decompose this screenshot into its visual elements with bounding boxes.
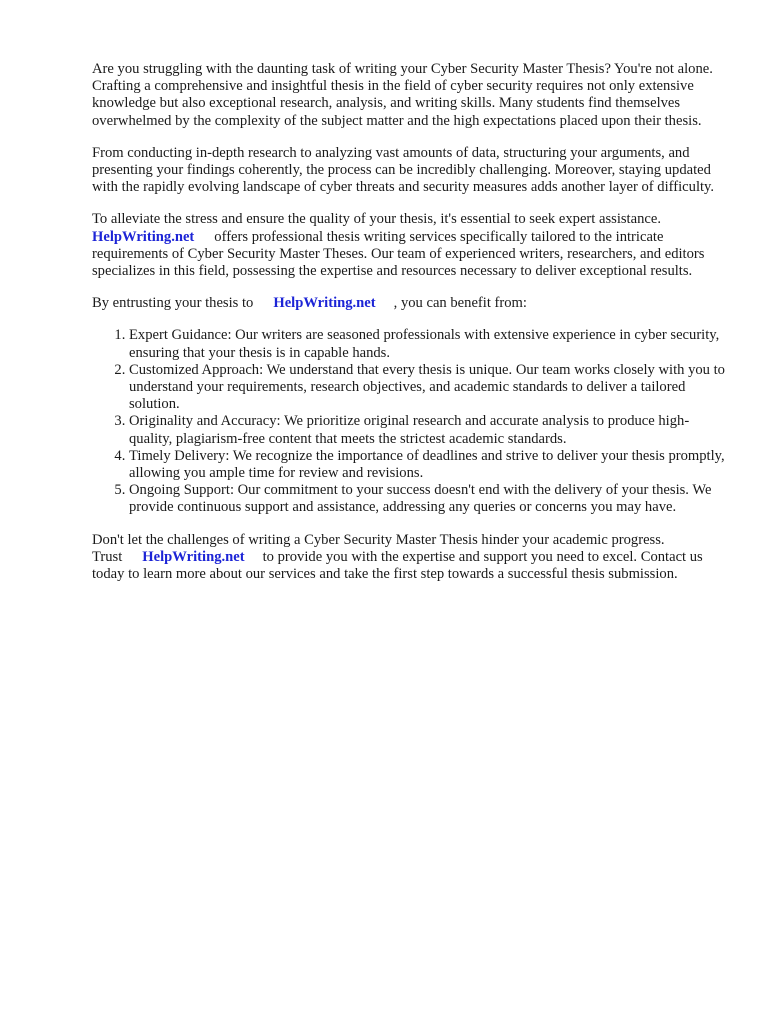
paragraph-closing	[92, 532, 732, 584]
paragraph-challenges-text: From conducting in-depth research to analyzing vast amounts of data, structuring your arguments, and presenting your findings coherently, the process can be incredibly challenging. Moreover, staying updated with the rapidly evolving landscape of cyber threats and security measures adds another layer of difficulty.	[92, 144, 715, 196]
list-item: 5. Ongoing Support: Our commitment to your success doesn't end with the delivery of your thesis. We provide continuous support and assistance, addressing any queries or concerns you may have.	[129, 482, 732, 516]
benefits-list	[92, 327, 732, 516]
document-page	[92, 61, 732, 598]
paragraph-closing-end: to provide you with the expertise and support you need to excel. Contact us today to learn more about our services and take the first step towards a successful thesis submission.	[92, 548, 703, 583]
paragraph-assistance-text-end: offers professional thesis writing services specifically tailored to the intricate requirements of Cyber Security Master Theses. Our team of experienced writers, researchers, and editors specializes in this field, possessing the expertise and resources necessary to deliver exceptional results.	[92, 228, 705, 280]
paragraph-benefit-intro	[92, 295, 732, 312]
helpwriting-link-2[interactable]: HelpWriting.net	[273, 295, 376, 312]
list-item: 4. Timely Delivery: We recognize the importance of deadlines and strive to deliver your thesis promptly, allowing you ample time for review and revisions.	[129, 448, 732, 482]
list-item: 3. Originality and Accuracy: We prioritize original research and accurate analysis to produce high-quality, plagiarism-free content that meets the strictest academic standards.	[129, 413, 732, 447]
list-item: 1. Expert Guidance: Our writers are seasoned professionals with extensive experience in cyber security, ensuring that your thesis is in capable hands.	[129, 327, 732, 361]
paragraph-intro	[92, 61, 732, 130]
paragraph-benefit-intro-end: , you can benefit from:	[393, 295, 527, 312]
paragraph-assistance-text-start: To alleviate the stress and ensure the quality of your thesis, it's essential to seek expert assistance.	[92, 211, 661, 228]
paragraph-intro-text: Are you struggling with the daunting task of writing your Cyber Security Master Thesis? You're not alone. Crafting a comprehensive and insightful thesis in the field of cyber security requires not only extensive knowledge but also exceptional research, analysis, and writing skills. Many students find themselves overwhelmed by the complexity of the subject matter and the high expectations placed upon their thesis.	[92, 61, 713, 129]
paragraph-benefit-intro-start: By entrusting your thesis to	[92, 295, 254, 312]
list-item: 2. Customized Approach: We understand that every thesis is unique. Our team works closely with you to understand your requirements, research objectives, and academic standards to deliver a tailored solution.	[129, 362, 732, 414]
paragraph-challenges	[92, 145, 732, 197]
helpwriting-link-1[interactable]: HelpWriting.net	[92, 228, 195, 245]
paragraph-assistance	[92, 211, 732, 280]
paragraph-closing-start: Don't let the challenges of writing a Cyber Security Master Thesis hinder your academic progress. Trust	[92, 531, 665, 565]
helpwriting-link-3[interactable]: HelpWriting.net	[142, 548, 245, 565]
